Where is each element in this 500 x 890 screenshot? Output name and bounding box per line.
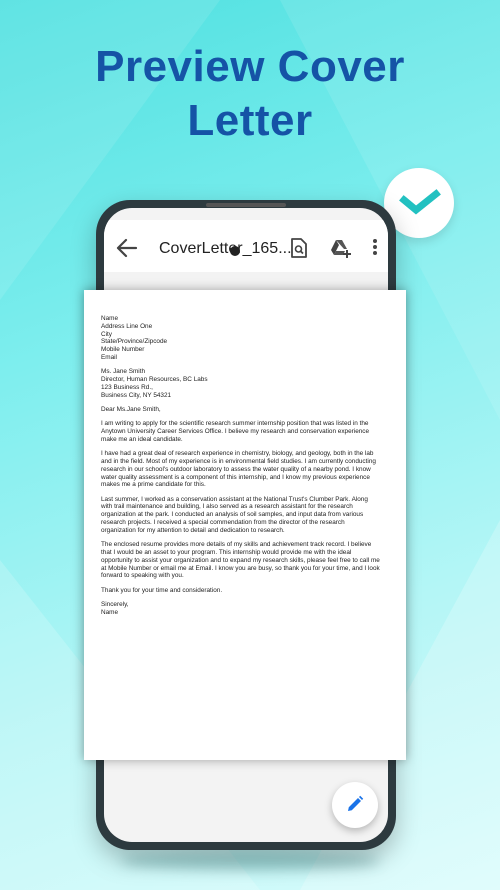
edit-pencil-icon xyxy=(346,795,364,813)
paragraph-5 xyxy=(101,587,393,595)
sender-line: State/Province/Zipcode xyxy=(101,338,168,346)
paragraph-line: I have had a great deal of research experience in chemistry, biology, and geology, both in the lab xyxy=(101,450,374,458)
recipient-line: Business City, NY 54321 xyxy=(101,391,172,399)
paragraph-line: make me an ideal candidate. xyxy=(101,435,183,443)
checkmark-icon xyxy=(398,186,442,220)
paragraph-1 xyxy=(101,420,393,443)
paragraph-line: I am writing to apply for the scientific research summer internship position that was listed in the xyxy=(101,420,369,428)
app-bar xyxy=(104,220,388,272)
page-headline xyxy=(0,40,500,148)
paragraph-line: forward to speaking with you. xyxy=(101,572,184,580)
salutation: Dear Ms.Jane Smith, xyxy=(101,405,161,413)
paragraph-line: that I would be an asset to your program. This internship would provide me with the ideal xyxy=(101,548,352,556)
paragraph-line: Last summer, I worked as a conservation assistant at the National Trust's Clumber Park. Along xyxy=(101,495,368,503)
headline-line-1: Preview Cover xyxy=(95,42,405,91)
paragraph-line: makes me a prime candidate for this. xyxy=(101,481,206,489)
closing-line: Name xyxy=(101,608,119,616)
sender-line: Mobile Number xyxy=(101,346,145,354)
paragraph-line: at Mobile Number or email me at Email. I know you are busy, so thank you for your time, and I look xyxy=(101,564,380,572)
sender-line: City xyxy=(101,330,113,338)
paragraph-line: research projects. I received a special commendation from the director of the research xyxy=(101,519,345,527)
closing-line: Sincerely, xyxy=(101,600,129,608)
edit-fab-button[interactable] xyxy=(332,782,378,828)
paragraph-line: organization for my attention to detail and dedication to research. xyxy=(101,526,285,534)
phone-shadow xyxy=(120,852,380,870)
back-arrow-icon[interactable] xyxy=(116,238,138,258)
paragraph-line: water quality assessment is a component of this internship, and I know my previous experience xyxy=(101,473,370,481)
closing-block xyxy=(101,601,393,617)
paragraph-4 xyxy=(101,541,393,580)
paragraph-line: Thank you for your time and consideration. xyxy=(101,586,223,594)
paragraph-3 xyxy=(101,496,393,535)
paragraph-line: and in the field. Most of my experience is in environmental field studies. I am currently conducting xyxy=(101,457,376,465)
recipient-line: Director, Human Resources, BC Labs xyxy=(101,376,208,384)
paragraph-2 xyxy=(101,450,393,489)
letter-body xyxy=(101,315,393,623)
recipient-block xyxy=(101,368,393,399)
paragraph-line: organization at the park. I conducted an analysis of soil samples, and input data from various xyxy=(101,511,364,519)
more-vert-icon[interactable] xyxy=(372,238,378,256)
paragraph-line: opportunity to assist your organization and to expand my research skills, please feel free to call me xyxy=(101,556,380,564)
sender-line: Name xyxy=(101,315,119,322)
sender-line: Email xyxy=(101,353,117,361)
drive-add-icon[interactable] xyxy=(330,238,352,258)
headline-line-2: Letter xyxy=(187,96,313,145)
paragraph-line: research in our school's outdoor laboratory to assess the water quality of a nearby pond. I know xyxy=(101,465,371,473)
paragraph-line: Anytown University Career Services Office. I believe my research and conservation experience xyxy=(101,428,370,436)
sender-block xyxy=(101,315,393,362)
sender-line: Address Line One xyxy=(101,322,153,330)
paragraph-line: The enclosed resume provides more details of my skills and achievement track record. I believe xyxy=(101,541,372,549)
recipient-line: Ms. Jane Smith xyxy=(101,368,146,376)
cover-letter-page xyxy=(84,290,406,760)
recipient-line: 123 Business Rd., xyxy=(101,383,153,391)
file-title: CoverLetter_165... xyxy=(159,240,292,257)
find-in-page-icon[interactable] xyxy=(290,238,308,258)
phone-speaker xyxy=(206,203,286,207)
paragraph-line: with trail maintenance and building, I also served as a research assistant for the research xyxy=(101,503,353,511)
